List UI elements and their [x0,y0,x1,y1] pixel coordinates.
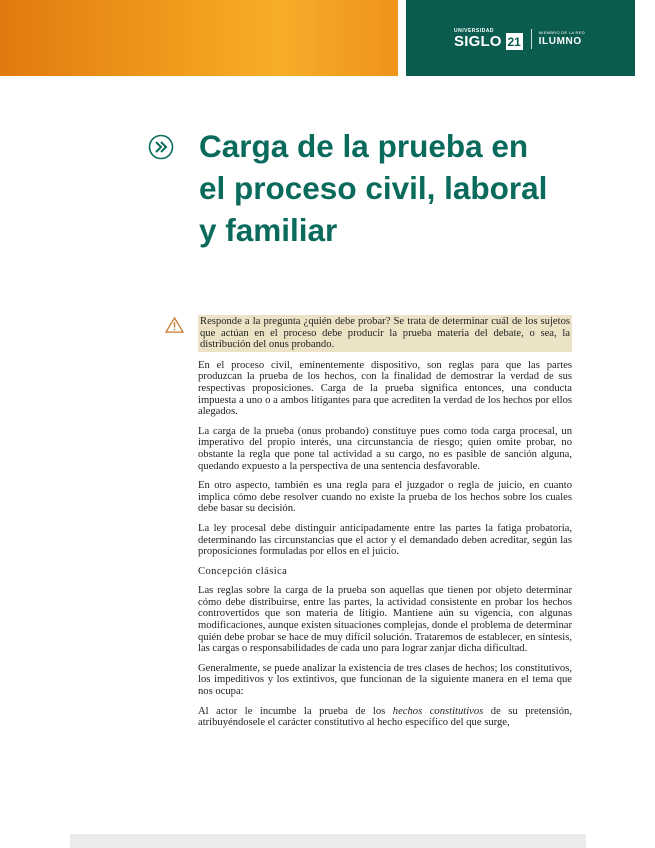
main-content [198,315,572,737]
logo-name: SIGLO [454,33,502,50]
definition-callout: Responde a la pregunta ¿quién debe probar? Se trata de determinar cuál de los sujetos que actúan en el proceso debe producir la prueba materia del debate, o sea, la distribución del onus probando. [200,316,570,351]
footer-bar [70,834,586,848]
paragraph-text-after: de su pretensión, atribuyéndosele el carácter constitutivo al hecho específico del que surge, [198,705,572,729]
logo-siglo-block [454,29,502,49]
logo-partner-tag: MIEMBRO DE LA RED [538,30,585,35]
logo-university-label: UNIVERSIDAD [454,28,494,34]
emphasis-term: hechos constitutivos [392,705,484,717]
logo-divider [531,29,532,49]
section-heading: Concepción clásica [198,565,288,577]
page-title: Carga de la prueba en el proceso civil, laboral y familiar [199,128,548,248]
logo-partner-name: ILUMNO [538,36,582,47]
paragraph-regla-juzgador: En otro aspecto, también es una regla para el juzgador o regla de juicio, en cuanto implica cómo debe resolver cuando no existe la prueba de los hechos sobre los cuales debe basar su decisión. [198,480,572,515]
paragraph-onus-probando: La carga de la prueba (onus probando) constituye pues como toda carga procesal, un imperativo del propio interés, una circunstancia de riesgo; quien omite probar, no obstante la regla que pone tal actividad a su cargo, no es pasible de sanción alguna, quedando expuesto a la perspectiva de una sentencia desfavorable. [198,425,572,472]
logo-badge: 21 [507,34,521,49]
paragraph-proceso-civil: En el proceso civil, eminentemente dispositivo, son reglas para que las partes produzcan la prueba de los hechos, con la finalidad de demostrar la verdad de sus respectivas proposiciones. Carga de la prueba significa entonces, una conducta impuesta a uno o a ambos litigantes para que acrediten la verdad de los hechos por ellos alegados. [198,359,572,418]
double-chevron-circle-icon [148,134,174,160]
warning-triangle-icon [165,316,184,334]
paragraph-reglas-carga: Las reglas sobre la carga de la prueba son aquellas que tienen por objeto determinar cómo debe distribuirse, entre las partes, la actividad consistente en probar los hechos controvertidos que son materia de litigio. Mantiene aún su vigencia, con algunas modificaciones, aunque existen situaciones complejas, donde el problema de determinar quién debe probar se hace de muy difícil solución. Trataremos de establecer, en síntesis, las cargas o responsabilidades de cada uno para lograr zanjar dicha dificultad. [198,585,572,655]
university-logo [454,26,585,52]
paragraph-clases-hechos: Generalmente, se puede analizar la existencia de tres clases de hechos; los constitutivos, los impeditivos y los extintivos, que funcionan de la siguiente manera en el tema que nos ocupa: [198,662,572,698]
logo-partner-block [539,31,585,47]
paragraph-text-before: Al actor le incumbe la prueba de los [198,705,393,717]
paragraph-hechos-constitutivos [198,706,572,729]
header-orange-band [0,0,398,76]
paragraph-fatiga-probatoria: La ley procesal debe distinguir anticipadamente entre las partes la fatiga probatoria, determinando las circunstancias que el actor y el demandado deben acreditar, según las proposiciones formuladas por ellos en el juicio. [198,522,572,558]
